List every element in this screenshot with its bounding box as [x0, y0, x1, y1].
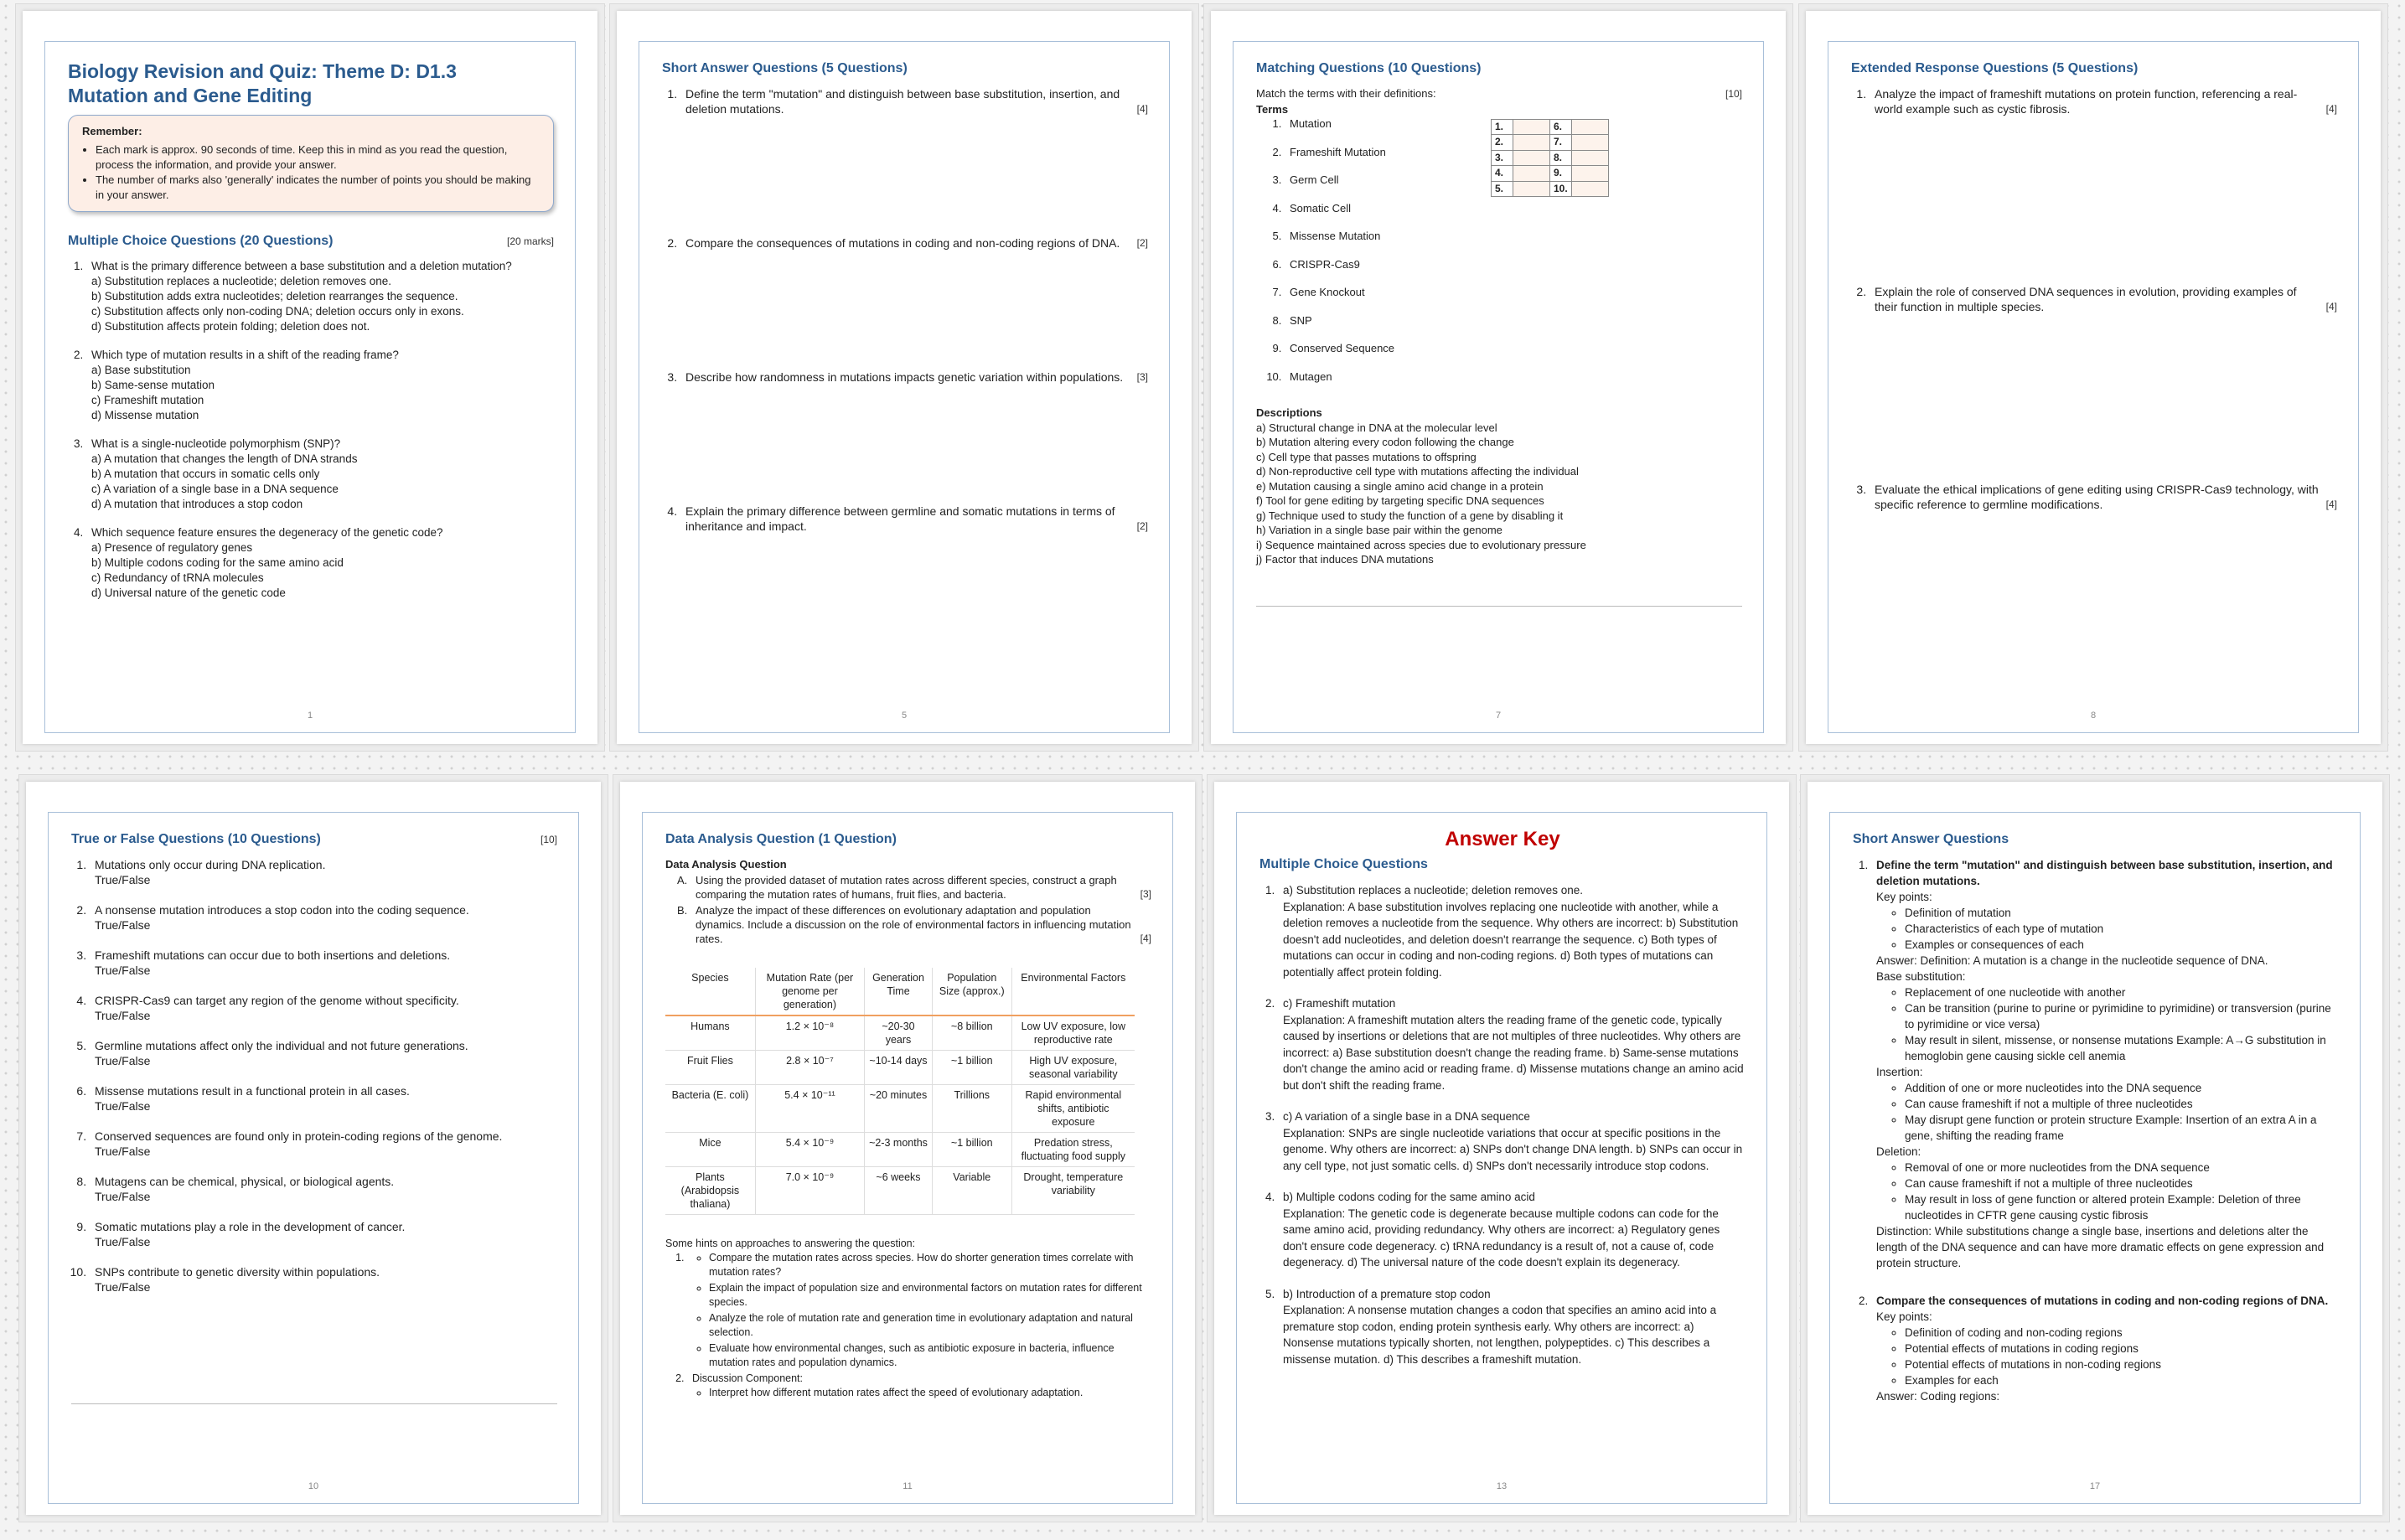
question-marks: [4]	[1136, 103, 1148, 115]
divider	[71, 1403, 557, 1404]
page-5[interactable]	[609, 3, 1199, 752]
terms-label: Terms	[1256, 102, 1289, 116]
question-text: 6. Missense mutations result in a functional protein in all cases.	[95, 1084, 410, 1098]
question-text: 3. Evaluate the ethical implications of gene editing using CRISPR-Cas9 technology, with specific reference to germline modifications.	[1875, 483, 2319, 511]
table-header: Environmental Factors	[1011, 968, 1135, 1015]
option: c) A variation of a single base in a DNA sequence	[91, 483, 339, 495]
analysis-part	[677, 873, 1151, 902]
section-heading-true-false	[71, 830, 557, 849]
answer-explanation: Explanation: A nonsense mutation changes a codon that specifies an amino acid into a premature stop codon, ending protein synthesis early. Why others are incorrect: a) Nonsense mutations typically shorten, not lengthen, polypeptides. c) This describes a missense mutation. d) This describes a frameshift mutation.	[1283, 1304, 1717, 1366]
question-text: 10. SNPs contribute to genetic diversity within populations.	[95, 1265, 380, 1279]
question-item	[86, 525, 554, 601]
question-item	[90, 1174, 557, 1204]
answer-item	[1278, 882, 1746, 980]
section-heading-mc	[68, 232, 554, 251]
question-text: Compare the consequences of mutations in coding and non-coding regions of DNA.	[1876, 1295, 2329, 1307]
grid-label: 8.	[1550, 150, 1572, 166]
question-text: 1. Define the term "mutation" and distinguish between base substitution, insertion, and deletion mutations.	[685, 87, 1120, 116]
key-point: ◦ Removal of one or more nucleotides from the DNA sequence	[1905, 1160, 2339, 1176]
table-header: Mutation Rate (per genome per generation)	[755, 968, 864, 1015]
grid-label: 6.	[1550, 119, 1572, 135]
answer-text: Answer: Definition: A mutation is a change in the nucleotide sequence of DNA.	[1876, 954, 2268, 967]
table-cell: ~8 billion	[932, 1015, 1011, 1051]
key-point: ◦ Definition of coding and non-coding regions	[1905, 1325, 2339, 1341]
table-cell: ~1 billion	[932, 1051, 1011, 1085]
divider	[1256, 606, 1742, 607]
question-text: 2. Explain the role of conserved DNA sequences in evolution, providing examples of their function in multiple species.	[1875, 285, 2297, 313]
question-text: 4. Explain the primary difference between germline and somatic mutations in terms of inheritance and impact.	[685, 504, 1115, 533]
true-false-hint: True/False	[95, 873, 151, 886]
key-points-label: Key points:	[1876, 1310, 1932, 1323]
question-marks: [4]	[2325, 301, 2337, 313]
page-number: 1	[307, 711, 313, 721]
true-false-hint: True/False	[95, 1280, 151, 1294]
description-item: g) Technique used to study the function of a gene by disabling it	[1256, 509, 1564, 522]
table-cell: 5.4 × 10⁻⁹	[755, 1133, 864, 1167]
answer-item	[1871, 857, 2339, 1271]
key-point: ◦ Definition of mutation	[1905, 905, 2339, 921]
sub-label: Deletion:	[1876, 1145, 1921, 1158]
page-8[interactable]	[1798, 3, 2388, 752]
key-point: ◦ May disrupt gene function or protein structure Example: Insertion of an extra A in a gene, shifting the reading frame	[1905, 1112, 2339, 1144]
table-header: Species	[665, 968, 755, 1015]
answer-explanation: Explanation: A frameshift mutation alters the reading frame of the genetic code, typically caused by insertions or deletions that are not multiples of three nucleotides. Why others are incorrect: a) Base substitution doesn't change the reading frame. b) Same-sense mutations don't change the amino acid or reading frame. d) Missense mutations change an amino acid but don't shift the reading frame.	[1283, 1013, 1744, 1092]
question-item	[90, 1129, 557, 1159]
question-text: 3. Describe how randomness in mutations impacts genetic variation within populations.	[685, 370, 1124, 384]
key-point: ◦ Examples for each	[1905, 1372, 2339, 1388]
question-text: 8. Mutagens can be chemical, physical, or biological agents.	[95, 1175, 395, 1188]
table-cell: Fruit Flies	[665, 1051, 755, 1085]
part-text: Using the provided dataset of mutation rates across different species, construct a graph comparing the mutation rates of humans, fruit flies, and bacteria.	[696, 874, 1117, 901]
question-item	[90, 1038, 557, 1068]
grid-label: 1.	[1492, 119, 1513, 135]
key-point: ◦ May result in loss of gene function or altered protein Example: Deletion of three nucleotides in CFTR gene causing cystic fibrosis	[1905, 1191, 2339, 1223]
question-text: 5. Germline mutations affect only the individual and not future generations.	[95, 1039, 468, 1052]
section-heading-data-analysis: Data Analysis Question (1 Question)	[665, 832, 897, 846]
question-text: What is the primary difference between a base substitution and a deletion mutation?	[91, 260, 512, 272]
reminder-box	[68, 115, 554, 212]
grid-label: 3.	[1492, 150, 1513, 166]
page-number: 5	[901, 711, 908, 721]
grid-blank	[1572, 119, 1609, 135]
hint-item: ◦ Analyze the role of mutation rate and generation time in evolutionary adaptation and natural selection.	[709, 1311, 1151, 1340]
true-false-hint: True/False	[95, 1190, 151, 1203]
descriptions-label: Descriptions	[1256, 406, 1322, 419]
section-marks: [10]	[540, 834, 557, 845]
table-row	[665, 1085, 1135, 1133]
option: a) A mutation that changes the length of DNA strands	[91, 452, 358, 465]
question-text: 3. Frameshift mutations can occur due to both insertions and deletions.	[95, 948, 451, 962]
table-row	[665, 1015, 1135, 1051]
page-number: 10	[308, 1481, 319, 1491]
question-marks: [4]	[2325, 103, 2337, 115]
part-label: B.	[677, 904, 688, 917]
table-cell: ~20-30 years	[865, 1015, 933, 1051]
question-item	[680, 86, 1148, 116]
table-row	[665, 1167, 1135, 1215]
table-cell: ~2-3 months	[865, 1133, 933, 1167]
matching-intro: Match the terms with their definitions:	[1256, 87, 1436, 100]
table-cell: 5.4 × 10⁻¹¹	[755, 1085, 864, 1133]
term-item: 1. Mutation	[1285, 116, 1449, 132]
section-heading-matching: Matching Questions (10 Questions)	[1256, 61, 1482, 75]
question-item	[1870, 482, 2337, 512]
page-10[interactable]	[18, 774, 608, 1522]
hint-label: 2. Discussion Component:	[692, 1372, 804, 1384]
table-cell: 1.2 × 10⁻⁸	[755, 1015, 864, 1051]
true-false-hint: True/False	[95, 964, 151, 977]
answer-choice: 1. a) Substitution replaces a nucleotide; deletion removes one.	[1283, 884, 1583, 897]
question-text: What is a single-nucleotide polymorphism (SNP)?	[91, 437, 341, 450]
question-text: 2. A nonsense mutation introduces a stop codon into the coding sequence.	[95, 903, 469, 917]
part-label: A.	[677, 874, 688, 886]
description-item: e) Mutation causing a single amino acid change in a protein	[1256, 479, 1544, 493]
true-false-hint: True/False	[95, 918, 151, 932]
question-item	[90, 1264, 557, 1295]
description-item: f) Tool for gene editing by targeting specific DNA sequences	[1256, 494, 1544, 507]
option: d) A mutation that introduces a stop codon	[91, 498, 303, 510]
grid-label: 5.	[1492, 181, 1513, 197]
answer-choice: 3. c) A variation of a single base in a DNA sequence	[1283, 1110, 1530, 1123]
distinction-text: Distinction: While substitutions change a single base, insertions and deletions alter the length of the DNA sequence and can have more dramatic effects on gene expression and protein structure.	[1876, 1225, 2325, 1269]
term-item: 2. Frameshift Mutation	[1285, 145, 1449, 160]
question-item	[86, 259, 554, 334]
grid-blank	[1572, 181, 1609, 197]
section-heading-short-answer: Short Answer Questions (5 Questions)	[662, 61, 908, 75]
table-cell: 7.0 × 10⁻⁹	[755, 1167, 864, 1215]
description-item: c) Cell type that passes mutations to offspring	[1256, 450, 1477, 463]
answer-explanation: Explanation: The genetic code is degenerate because multiple codons can code for the same amino acid, providing redundancy. Why others are incorrect: a) Regulatory genes don't ensure code degeneracy. c) tRNA redundancy is a result of, not a cause of, code degeneracy. d) The universal nature of the code doesn't explain its degeneracy.	[1283, 1207, 1720, 1269]
hint-group	[687, 1251, 1151, 1370]
description-item: b) Mutation altering every codon following the change	[1256, 436, 1514, 448]
option: d) Missense mutation	[91, 409, 199, 421]
grid-label: 4.	[1492, 166, 1513, 182]
question-marks: [3]	[1136, 371, 1148, 383]
page-11[interactable]	[613, 774, 1202, 1522]
reminder-label: Remember:	[82, 125, 142, 137]
question-text: Which sequence feature ensures the degeneracy of the genetic code?	[91, 526, 443, 539]
grid-label: 10.	[1550, 181, 1572, 197]
hint-item: ◦ 1. Compare the mutation rates across species. How do shorter generation times correlate with mutation rates?	[709, 1251, 1151, 1279]
grid-label: 9.	[1550, 166, 1572, 182]
section-heading-mc-answers: Multiple Choice Questions	[1259, 857, 1428, 871]
question-item	[680, 504, 1148, 534]
term-item: 8. SNP	[1285, 313, 1449, 328]
question-item	[680, 369, 1148, 385]
table-row	[665, 1051, 1135, 1085]
key-point: ◦ Replacement of one nucleotide with another	[1905, 984, 2339, 1000]
mutation-rate-table	[665, 968, 1135, 1215]
question-item	[86, 437, 554, 512]
hint-item: ◦ Evaluate how environmental changes, such as antibiotic exposure in bacteria, influence mutation rates and population dynamics.	[709, 1341, 1151, 1370]
hints-block	[665, 1237, 1151, 1400]
grid-blank	[1513, 150, 1550, 166]
question-item	[1870, 86, 2337, 116]
page-7[interactable]	[1203, 3, 1793, 752]
option: a) Base substitution	[91, 364, 191, 376]
option: c) Substitution affects only non-coding DNA; deletion occurs only in exons.	[91, 305, 464, 318]
true-false-hint: True/False	[95, 1054, 151, 1067]
key-point: ◦ Can be transition (purine to purine or pyrimidine to pyrimidine) or transversion (purine to pyrimidine or vice versa)	[1905, 1000, 2339, 1032]
true-false-hint: True/False	[95, 1099, 151, 1113]
answer-explanation: Explanation: A base substitution involves replacing one nucleotide with another, while a deletion removes a nucleotide from the sequence. Why others are incorrect: b) Substitution doesn't add nucleotides, and deletion doesn't rearrange the sequence. c) Both types of mutations can occur in coding and non-coding regions. d) Both types of mutations can potentially affect protein folding.	[1283, 900, 1739, 979]
page-number: 13	[1496, 1481, 1508, 1491]
key-point: ◦ Potential effects of mutations in coding regions	[1905, 1341, 2339, 1357]
part-marks: [4]	[1140, 933, 1151, 944]
answer-key-title: Answer Key	[1445, 828, 1560, 850]
sub-heading: Data Analysis Question	[665, 858, 787, 871]
table-cell: Rapid environmental shifts, antibiotic exposure	[1011, 1085, 1135, 1133]
table-cell: ~10-14 days	[865, 1051, 933, 1085]
question-text: Which type of mutation results in a shift of the reading frame?	[91, 349, 399, 361]
key-point: ◦ Examples or consequences of each	[1905, 937, 2339, 953]
grid-blank	[1572, 166, 1609, 182]
hint-item: ◦ Explain the impact of population size and environmental factors on mutation rates for different species.	[709, 1281, 1151, 1310]
question-text: Define the term "mutation" and distinguish between base substitution, insertion, and deletion mutations.	[1876, 859, 2333, 887]
question-marks: [2]	[1136, 520, 1148, 532]
table-cell: Mice	[665, 1133, 755, 1167]
sub-label: Insertion:	[1876, 1066, 1923, 1078]
option: c) Redundancy of tRNA molecules	[91, 571, 264, 584]
question-text: 9. Somatic mutations play a role in the development of cancer.	[95, 1220, 406, 1233]
reminder-item: • The number of marks also 'generally' indicates the number of points you should be making in your answer.	[96, 173, 541, 203]
description-item: a) Structural change in DNA at the molecular level	[1256, 421, 1497, 434]
answer-item	[1278, 1108, 1746, 1174]
sub-label: Base substitution:	[1876, 970, 1966, 983]
description-item: h) Variation in a single base pair within the genome	[1256, 524, 1502, 536]
answer-item	[1278, 995, 1746, 1093]
table-cell: High UV exposure, seasonal variability	[1011, 1051, 1135, 1085]
description-item: j) Factor that induces DNA mutations	[1256, 553, 1434, 566]
table-cell: Drought, temperature variability	[1011, 1167, 1135, 1215]
hint-group	[687, 1372, 1151, 1400]
page-number: 7	[1495, 711, 1502, 721]
table-cell: ~6 weeks	[865, 1167, 933, 1215]
hints-intro: Some hints on approaches to answering the question:	[665, 1238, 916, 1249]
grid-blank	[1513, 135, 1550, 151]
page-13[interactable]	[1207, 774, 1797, 1522]
question-item	[90, 993, 557, 1023]
term-item: 3. Germ Cell	[1285, 173, 1449, 188]
answer-item	[1278, 1189, 1746, 1271]
question-item	[90, 902, 557, 933]
key-point: ◦ Can cause frameshift if not a multiple of three nucleotides	[1905, 1096, 2339, 1112]
question-text: 7. Conserved sequences are found only in protein-coding regions of the genome.	[95, 1129, 503, 1143]
key-point: ◦ Can cause frameshift if not a multiple of three nucleotides	[1905, 1176, 2339, 1191]
table-header: Population Size (approx.)	[932, 968, 1011, 1015]
section-heading-extended: Extended Response Questions (5 Questions)	[1851, 61, 2139, 75]
term-item: 4. Somatic Cell	[1285, 201, 1449, 216]
term-item: 10. Mutagen	[1285, 369, 1449, 385]
table-cell: Plants (Arabidopsis thaliana)	[665, 1167, 755, 1215]
question-item	[90, 948, 557, 978]
table-row	[665, 1133, 1135, 1167]
table-cell: Predation stress, fluctuating food supply	[1011, 1133, 1135, 1167]
table-cell: ~20 minutes	[865, 1085, 933, 1133]
option: b) Same-sense mutation	[91, 379, 215, 391]
true-false-hint: True/False	[95, 1235, 151, 1248]
option: b) Substitution adds extra nucleotides; deletion rearranges the sequence.	[91, 290, 458, 302]
page-1[interactable]	[15, 3, 605, 752]
part-marks: [3]	[1140, 888, 1151, 900]
key-point: ◦ Addition of one or more nucleotides into the DNA sequence	[1905, 1080, 2339, 1096]
document-title: Biology Revision and Quiz: Theme D: D1.3 Mutation and Gene Editing	[68, 60, 457, 106]
grid-blank	[1572, 150, 1609, 166]
analysis-part	[677, 903, 1151, 946]
option: d) Universal nature of the genetic code	[91, 587, 286, 599]
option: d) Substitution affects protein folding; deletion does not.	[91, 320, 370, 333]
grid-label: 2.	[1492, 135, 1513, 151]
hint-item: ◦ Interpret how different mutation rates affect the speed of evolutionary adaptation.	[709, 1386, 1151, 1400]
question-item	[1870, 284, 2337, 314]
key-points-label: Key points:	[1876, 891, 1932, 903]
question-item	[90, 1219, 557, 1249]
table-cell: ~1 billion	[932, 1133, 1011, 1167]
page-number: 17	[2089, 1481, 2101, 1491]
heading-text: True or False Questions (10 Questions)	[71, 832, 321, 846]
question-text: 4. CRISPR-Cas9 can target any region of the genome without specificity.	[95, 994, 459, 1007]
term-item: 5. Missense Mutation	[1285, 229, 1449, 244]
table-header: Generation Time	[865, 968, 933, 1015]
table-cell: Variable	[932, 1167, 1011, 1215]
answer-choice: 4. b) Multiple codons coding for the same amino acid	[1283, 1191, 1535, 1203]
reminder-item: • Each mark is approx. 90 seconds of time. Keep this in mind as you read the question, process the information, and provide your answer.	[96, 142, 541, 173]
option: a) Presence of regulatory genes	[91, 541, 253, 554]
true-false-hint: True/False	[95, 1009, 151, 1022]
question-marks: [4]	[2325, 499, 2337, 510]
answer-item	[1871, 1293, 2339, 1404]
true-false-hint: True/False	[95, 1145, 151, 1158]
term-item: 9. Conserved Sequence	[1285, 341, 1449, 356]
description-item: i) Sequence maintained across species due to evolutionary pressure	[1256, 538, 1586, 551]
option: b) A mutation that occurs in somatic cells only	[91, 468, 320, 480]
option: b) Multiple codons coding for the same amino acid	[91, 556, 344, 569]
section-marks: [20 marks]	[506, 235, 554, 247]
question-item	[90, 1083, 557, 1114]
key-point: ◦ May result in silent, missense, or nonsense mutations Example: A→G substitution in hemoglobin gene causing sickle cell anemia	[1905, 1032, 2339, 1064]
grid-blank	[1513, 119, 1550, 135]
question-item	[680, 235, 1148, 251]
question-marks: [2]	[1136, 237, 1148, 249]
key-point: ◦ Characteristics of each type of mutation	[1905, 921, 2339, 937]
question-text: 1. Analyze the impact of frameshift mutations on protein function, referencing a real-world example such as cystic fibrosis.	[1875, 87, 2298, 116]
table-cell: Bacteria (E. coli)	[665, 1085, 755, 1133]
option: c) Frameshift mutation	[91, 394, 204, 406]
question-text: 1. Mutations only occur during DNA replication.	[95, 858, 326, 871]
grid-blank	[1513, 181, 1550, 197]
question-text: 2. Compare the consequences of mutations in coding and non-coding regions of DNA.	[685, 236, 1120, 250]
option: a) Substitution replaces a nucleotide; deletion removes one.	[91, 275, 391, 287]
question-item	[90, 857, 557, 887]
grid-blank	[1513, 166, 1550, 182]
table-cell: Trillions	[932, 1085, 1011, 1133]
term-item: 7. Gene Knockout	[1285, 285, 1449, 300]
question-item	[86, 348, 554, 423]
answer-choice: 5. b) Introduction of a premature stop codon	[1283, 1287, 1491, 1300]
section-heading-short-answer-key: Short Answer Questions	[1853, 832, 2009, 846]
answer-explanation: Explanation: SNPs are single nucleotide variations that occur at specific positions in the genome. Why others are incorrect: a) SNPs don't change DNA length. b) SNPs can occur in any cell type, not just somatic cells. d) SNPs don't necessarily introduce stop codons.	[1283, 1126, 1743, 1172]
table-cell: Humans	[665, 1015, 755, 1051]
grid-label: 7.	[1550, 135, 1572, 151]
part-text: Analyze the impact of these differences on evolutionary adaptation and population dynamics. Include a discussion on the role of environmental factors in influencing mutation rates.	[696, 904, 1131, 945]
section-marks: [10]	[1725, 88, 1742, 100]
heading-text: Multiple Choice Questions (20 Questions)	[68, 234, 334, 248]
term-item: 6. CRISPR-Cas9	[1285, 257, 1449, 272]
answer-choice: 2. c) Frameshift mutation	[1283, 997, 1396, 1010]
answer-item	[1278, 1286, 1746, 1368]
page-17[interactable]	[1800, 774, 2390, 1522]
answer-text: Answer: Coding regions:	[1876, 1390, 2000, 1403]
page-number: 11	[903, 1481, 913, 1491]
grid-blank	[1572, 135, 1609, 151]
table-cell: 2.8 × 10⁻⁷	[755, 1051, 864, 1085]
matching-answer-grid	[1491, 119, 1609, 198]
table-cell: Low UV exposure, low reproductive rate	[1011, 1015, 1135, 1051]
key-point: ◦ Potential effects of mutations in non-coding regions	[1905, 1357, 2339, 1372]
page-number: 8	[2090, 711, 2097, 721]
description-item: d) Non-reproductive cell type with mutations affecting the individual	[1256, 465, 1579, 478]
